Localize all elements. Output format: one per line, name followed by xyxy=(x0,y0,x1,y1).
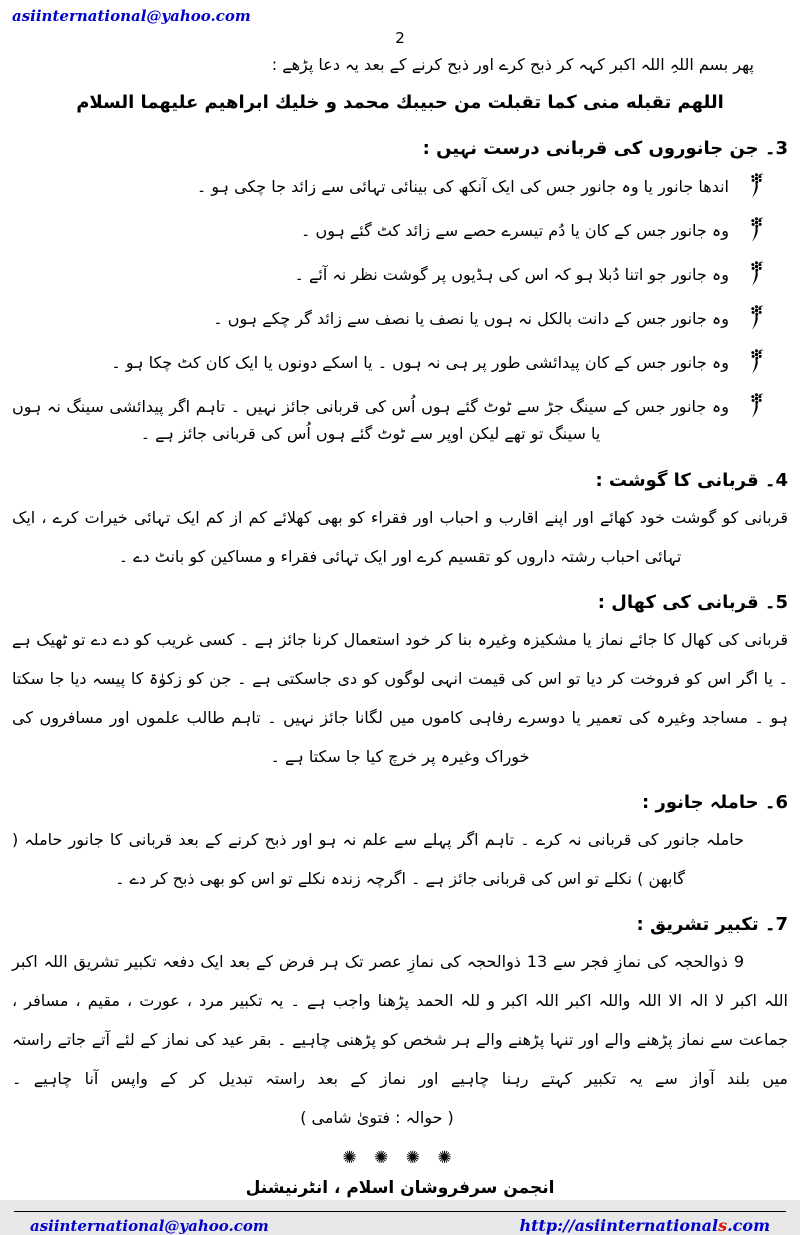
page-number: 2 xyxy=(395,29,405,47)
ornament-row-icon: ✺ ✺ ✺ ✺ xyxy=(342,1148,458,1168)
floral-bullet-icon xyxy=(749,305,764,335)
header-email-link[interactable]: asiinternational@yahoo.com xyxy=(12,7,251,25)
reference-note: ( حوالہ : فتویٰ شامی ) xyxy=(300,1108,454,1127)
footer-divider xyxy=(14,1211,786,1212)
section-6-paragraph: حاملہ جانور کی قربانی نہ کرے ۔ تاہم اگر پہلے سے علم نہ ہو اور ذبح کرنے کے بعد قربانی کا جانور حاملہ ( گابھن ) نکلے تو اس کی قربانی جائز ہے ۔ اگرچہ زندہ نکلے تو اس کو بھی ذبح کر دے ۔ xyxy=(12,830,744,888)
section-4-paragraph: قربانی کو گوشت خود کھائے اور اپنے اقارب و احباب اور فقراء کو بھی کھلائے کم از کم ایک تہائی خیرات کرے ، ایک تہائی احباب رشتہ داروں کو تقسیم کرے اور ایک تہائی فقراء و مساکین کو بانٹ دے ۔ xyxy=(12,508,788,566)
section-6-heading: 6۔ حاملہ جانور : xyxy=(642,792,788,813)
list-item xyxy=(12,386,788,454)
list-item xyxy=(12,254,788,298)
floral-bullet-icon xyxy=(749,173,764,203)
invalid-animals-list xyxy=(12,166,788,454)
bullet-text: وہ جانور جو اتنا دُبلا ہو کہ اس کی ہڈیوں پر گوشت نظر نہ آئے ۔ xyxy=(294,265,729,284)
bullet-text: وہ جانور جس کے دانت بالکل نہ ہوں یا نصف یا نصف سے زائد گر چکے ہوں ۔ xyxy=(213,309,729,328)
section-3-heading: 3۔ جن جانوروں کی قربانی درست نہیں : xyxy=(422,138,788,159)
floral-bullet-icon xyxy=(749,349,764,379)
bullet-text: وہ جانور جس کے کان پیدائشی طور پر ہی نہ ہوں ۔ یا اسکے دونوں یا ایک کان کٹ چکا ہو ۔ xyxy=(111,353,729,372)
url-suffix: .com xyxy=(727,1216,770,1235)
page-footer xyxy=(12,1214,788,1235)
site-url-link[interactable] xyxy=(519,1216,770,1235)
url-prefix: http://asiinternational xyxy=(519,1216,719,1235)
bullet-text: وہ جانور جس کے سینگ جڑ سے ٹوٹ گئے ہوں اُس کی قربانی جائز نہیں ۔ تاہم اگر پیدائشی سینگ نہ ہوں یا سینگ تو تھے لیکن اوپر سے ٹوٹ گئے ہوں اُس کی قربانی جائز ہے ۔ xyxy=(12,397,729,443)
list-item xyxy=(12,166,788,210)
intro-line: پھر بسم اللہِ اللہ اکبر کہہ کر ذبح کرے اور ذبح کرنے کے بعد یہ دعا پڑھے : xyxy=(271,55,754,74)
section-5-paragraph: قربانی کی کھال کا جائے نماز یا مشکیزہ وغیرہ بنا کر خود استعمال کرنا جائز ہے ۔ کسی غریب کو دے دے تو ٹھیک ہے ۔ یا اگر اس کو فروخت کر دیا تو اس کی قیمت انہی لوگوں کو دی جاسکتی ہے ۔ جن کو زکوٰۃ کا پیسہ دیا جا سکتا ہو ۔ مساجد وغیرہ کی تعمیر یا دوسرے رفاہی کاموں میں لگانا جائز نہیں ۔ تاہم طالب علموں اور مسافروں کی خوراک وغیرہ پر خرچ کیا جا سکتا ہے ۔ xyxy=(12,630,788,766)
organization-name: انجمن سرفروشان اسلام ، انٹرنیشنل xyxy=(245,1178,555,1198)
page-header xyxy=(12,6,788,30)
footer-email-link[interactable]: asiinternational@yahoo.com xyxy=(30,1217,269,1235)
url-highlight: s xyxy=(718,1216,728,1235)
list-item xyxy=(12,342,788,386)
floral-bullet-icon xyxy=(749,261,764,291)
section-7-heading: 7۔ تکبیر تشریق : xyxy=(636,914,788,935)
dua-line: اللهم تقبله منى كما تقبلت من حبيبك محمد و خليك ابراهيم عليهما السلام xyxy=(76,92,724,113)
floral-bullet-icon xyxy=(749,217,764,247)
bullet-text: وہ جانور جس کے کان یا دُم تیسرے حصے سے زائد کٹ گئے ہوں ۔ xyxy=(300,221,729,240)
section-7-body-text: 9 ذوالحجہ کی نمازِ فجر سے 13 ذوالحجہ کی نمازِ عصر تک ہر فرض کے بعد ایک دفعہ تکبیر تشریق اللہ اکبر اللہ اکبر لا الہ الا اللہ واللہ اکبر اللہ اکبر و للہ الحمد پڑھنا واجب ہے ۔ یہ تکبیر مرد ، عورت ، مقیم ، مسافر ، جماعت سے نماز پڑھنے والے اور تنہا پڑھنے والے ہر شخص کو پڑھنی چاہیے ۔ بقر عید کی نماز کے لئے آتے جاتے راستہ میں بلند آواز سے یہ تکبیر کہتے رہنا چاہیے اور نماز کے بعد راستہ تبدیل کر کے واپس آنا چاہیے ۔ xyxy=(12,952,788,1088)
floral-bullet-icon xyxy=(749,393,764,423)
list-item xyxy=(12,298,788,342)
list-item xyxy=(12,210,788,254)
section-5-heading: 5۔ قربانی کی کھال : xyxy=(597,592,788,613)
section-4-heading: 4۔ قربانی کا گوشت : xyxy=(595,470,788,491)
section-7-paragraph xyxy=(12,942,788,1137)
bullet-text: اندھا جانور یا وہ جانور جس کی ایک آنکھ کی بینائی تہائی سے زائد جا چکی ہو ۔ xyxy=(196,177,729,196)
